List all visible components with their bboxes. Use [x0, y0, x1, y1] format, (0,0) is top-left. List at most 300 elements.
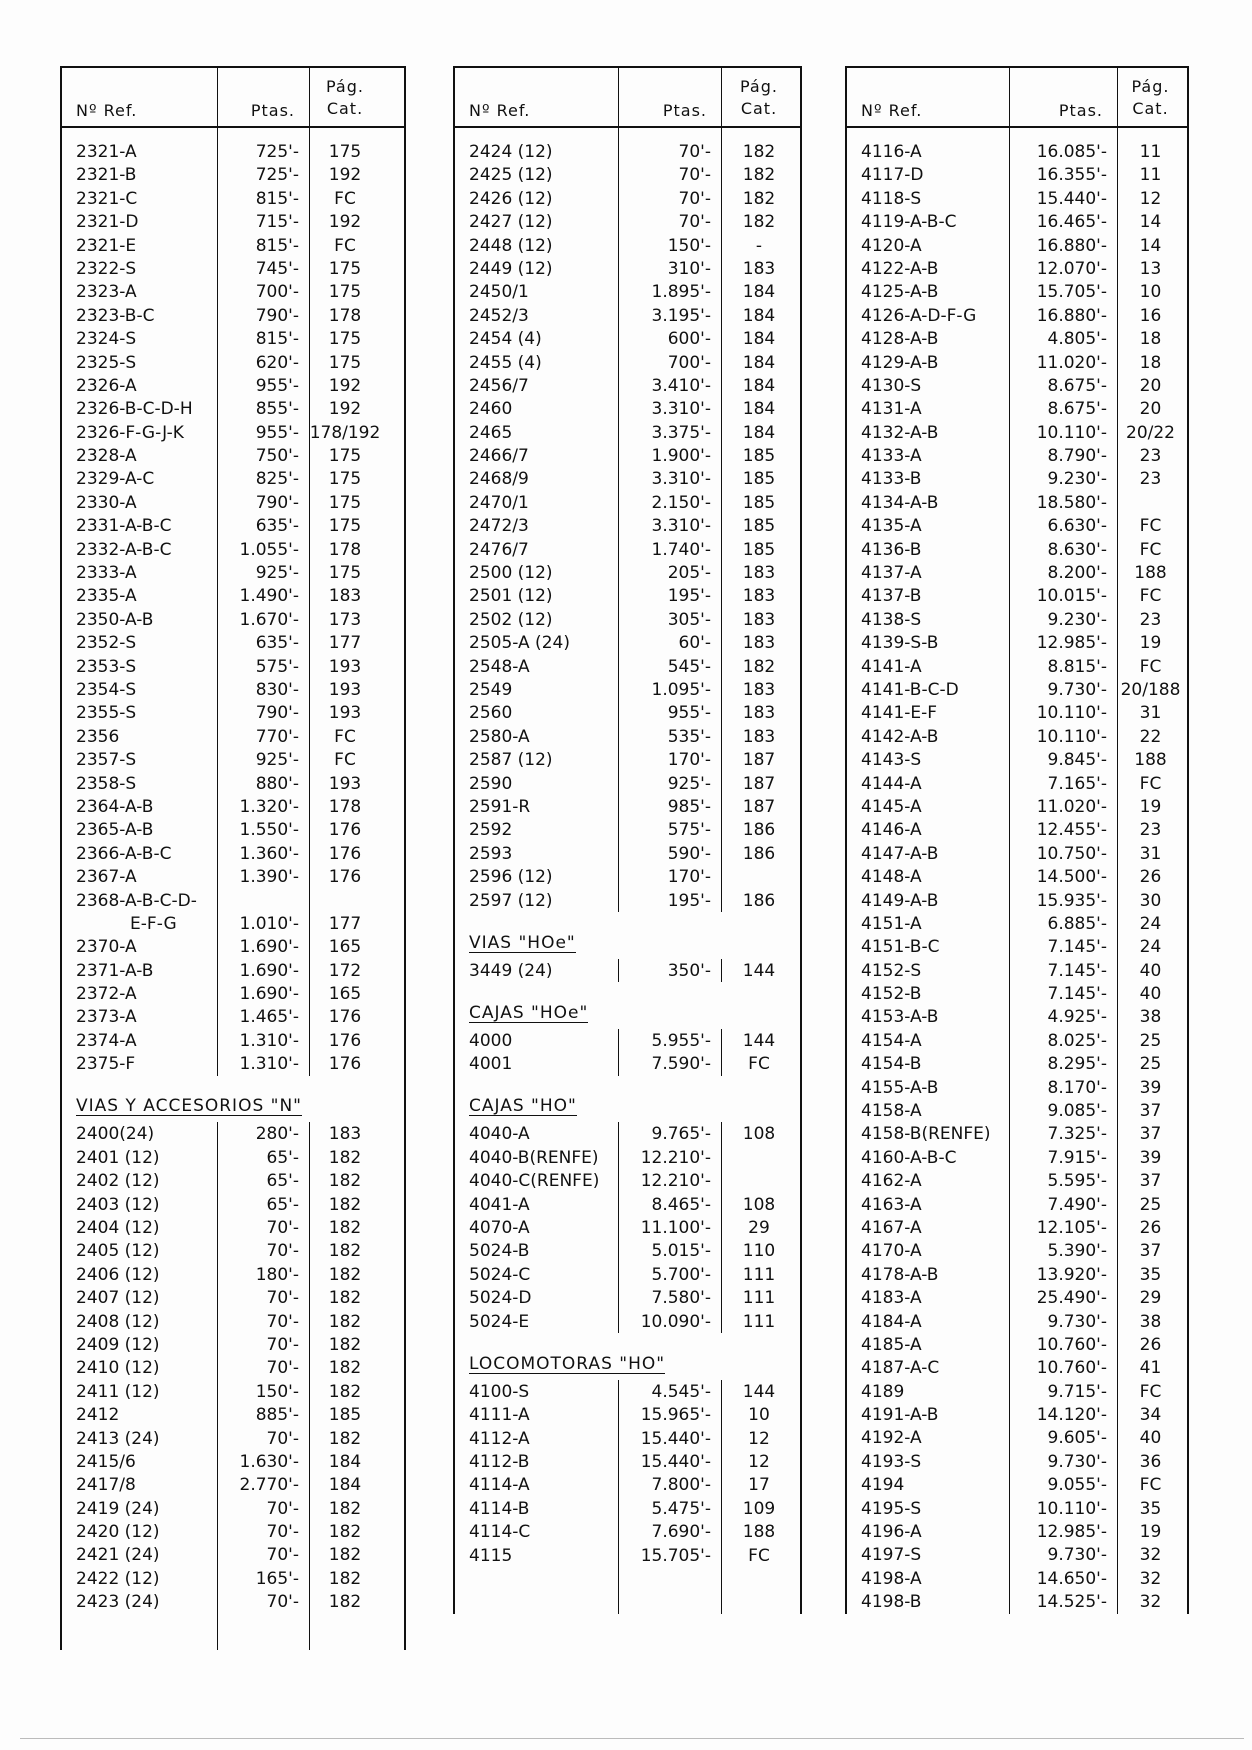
table-row [455, 655, 800, 678]
ref-cell: 4138-S [861, 609, 922, 630]
price-cell: 11.100'- [640, 1218, 711, 1239]
catalog-page-cell: 183 [742, 563, 776, 584]
ref-cell: 4114-C [469, 1522, 531, 1543]
catalog-page-cell: 175 [328, 469, 362, 490]
catalog-page-cell: 182 [328, 1264, 362, 1285]
price-cell: 815'- [255, 188, 299, 209]
table-row [455, 889, 800, 912]
price-cell: 830'- [255, 679, 299, 700]
catalog-page-cell: 109 [742, 1498, 776, 1519]
table-row [847, 1122, 1187, 1145]
ref-cell: 4152-B [861, 984, 922, 1005]
table-row [62, 1005, 404, 1028]
price-cell: 1.630'- [239, 1451, 299, 1472]
table-row [455, 842, 800, 865]
catalog-page-cell: 187 [742, 750, 776, 771]
ref-cell: 2326-B-C-D-H [76, 399, 193, 420]
ref-cell: 4135-A [861, 516, 922, 537]
ref-cell: 2375-F [76, 1054, 136, 1075]
price-cell: 70'- [266, 1498, 299, 1519]
price-cell: 1.310'- [239, 1054, 299, 1075]
table-row [847, 257, 1187, 280]
price-cell: 7.490'- [1047, 1194, 1107, 1215]
ref-cell: 4125-A-B [861, 282, 939, 303]
ref-cell: 2332-A-B-C [76, 539, 172, 560]
price-cell: 4.545'- [651, 1381, 711, 1402]
ref-cell: 2505-A (24) [469, 633, 570, 654]
catalog-page-cell: 182 [328, 1311, 362, 1332]
price-cell: 1.055'- [239, 539, 299, 560]
ref-cell: 2321-B [76, 165, 137, 186]
catalog-page-cell: 182 [328, 1288, 362, 1309]
catalog-page-cell: 34 [1139, 1405, 1162, 1426]
table-row [455, 327, 800, 350]
catalog-page-cell: 40 [1139, 1428, 1162, 1449]
ref-cell: 4114-B [469, 1498, 530, 1519]
catalog-page-cell: 182 [742, 142, 776, 162]
price-cell: 9.730'- [1047, 679, 1107, 700]
table-row [455, 257, 800, 280]
price-cell: 7.165'- [1047, 773, 1107, 794]
section-heading [455, 912, 800, 959]
ref-cell: 4187-A-C [861, 1358, 940, 1379]
price-cell: 9.730'- [1047, 1545, 1107, 1566]
catalog-page-cell: 185 [742, 492, 776, 513]
price-cell: 815'- [255, 329, 299, 350]
price-cell: 70'- [266, 1288, 299, 1309]
table-row [455, 1497, 800, 1520]
table-row [62, 444, 404, 467]
table-row [62, 280, 404, 303]
catalog-page-cell: 175 [328, 446, 362, 467]
ref-cell: 2592 [469, 820, 513, 841]
price-cell: 9.085'- [1047, 1101, 1107, 1122]
header-pag-cat-label [1117, 76, 1184, 120]
catalog-page-cell: 178 [328, 539, 362, 560]
table-row [62, 655, 404, 678]
catalog-page-cell: 186 [742, 890, 776, 911]
ref-cell: 2412 [76, 1405, 120, 1426]
table-row [62, 795, 404, 818]
catalog-page-cell: 18 [1139, 352, 1162, 373]
catalog-page-cell: 10 [1139, 282, 1162, 303]
ref-cell: 4119-A-B-C [861, 212, 957, 233]
table-row [62, 467, 404, 490]
ref-cell: 5024-E [469, 1311, 530, 1332]
catalog-page-cell: 184 [742, 352, 776, 373]
table-row [455, 748, 800, 771]
catalog-page-cell: 185 [742, 516, 776, 537]
table-row [62, 163, 404, 186]
catalog-page-cell: 111 [742, 1311, 776, 1332]
ref-cell: 4134-A-B [861, 492, 939, 513]
table-row [455, 491, 800, 514]
catalog-page-cell: 182 [328, 1428, 362, 1449]
price-cell: 15.440'- [640, 1428, 711, 1449]
price-rows [62, 140, 404, 1614]
price-cell: 8.675'- [1047, 399, 1107, 420]
catalog-page-cell: 32 [1139, 1568, 1162, 1589]
ref-cell: 2549 [469, 679, 513, 700]
table-row [847, 1356, 1187, 1379]
table-row [62, 1216, 404, 1239]
table-row [62, 421, 404, 444]
price-cell: 9.730'- [1047, 1311, 1107, 1332]
price-cell: 14.120'- [1036, 1405, 1107, 1426]
ref-cell: 2326-A [76, 375, 137, 396]
ref-cell: 4147-A-B [861, 843, 939, 864]
table-row [847, 374, 1187, 397]
table-row [455, 1122, 800, 1145]
price-cell: 3.310'- [651, 516, 711, 537]
ref-cell: 4153-A-B [861, 1007, 939, 1028]
section-title: VIAS "HOe" [469, 932, 576, 953]
catalog-page-cell: 19 [1139, 796, 1162, 817]
table-row [62, 1239, 404, 1262]
ref-cell: 4133-B [861, 469, 922, 490]
ref-cell: 2321-C [76, 188, 138, 209]
table-row [847, 514, 1187, 537]
price-cell: 15.440'- [640, 1451, 711, 1472]
price-cell: 70'- [266, 1217, 299, 1238]
table-row [455, 701, 800, 724]
catalog-page-cell: 20/22 [1126, 422, 1175, 443]
section-heading [62, 1076, 404, 1123]
catalog-page-cell: 38 [1139, 1311, 1162, 1332]
catalog-page-cell: 38 [1139, 1007, 1162, 1028]
ref-cell: 2455 (4) [469, 352, 542, 373]
ref-cell: 5024-B [469, 1241, 530, 1262]
table-row [62, 1590, 404, 1613]
table-row [847, 1450, 1187, 1473]
catalog-page-cell: 10 [748, 1405, 770, 1426]
catalog-page-cell: 192 [328, 375, 362, 396]
ref-cell: 4118-S [861, 188, 922, 209]
ref-cell: 2357-S [76, 750, 137, 771]
price-cell: 310'- [667, 258, 711, 279]
table-row [455, 1450, 800, 1473]
table-row [62, 912, 404, 935]
ref-cell: 4191-A-B [861, 1405, 939, 1426]
price-cell: 8.200'- [1047, 563, 1107, 584]
ref-cell: 3449 (24) [469, 960, 553, 981]
ref-cell: 2370-A [76, 937, 137, 958]
catalog-page-cell: 192 [328, 212, 362, 233]
ref-cell: 5024-D [469, 1288, 532, 1309]
ref-cell: 4139-S-B [861, 633, 939, 654]
table-row [62, 865, 404, 888]
table-row [455, 351, 800, 374]
ref-cell: 2449 (12) [469, 258, 553, 279]
table-row [62, 959, 404, 982]
price-cell: 16.085'- [1036, 142, 1107, 162]
catalog-page-cell: 177 [328, 633, 362, 654]
price-cell: 7.145'- [1047, 937, 1107, 958]
catalog-page-cell: 23 [1139, 446, 1162, 467]
section-title: CAJAS "HOe" [469, 1002, 589, 1023]
catalog-page-cell: 25 [1139, 1030, 1162, 1051]
catalog-page-cell: 183 [328, 586, 362, 607]
catalog-page-cell: 182 [328, 1217, 362, 1238]
table-row [62, 772, 404, 795]
price-cell: 60'- [678, 633, 711, 654]
catalog-page-cell: FC [1139, 516, 1162, 537]
catalog-page-cell: 186 [742, 820, 776, 841]
price-cell: 7.915'- [1047, 1147, 1107, 1168]
ref-cell: 2466/7 [469, 446, 529, 467]
price-cell: 10.015'- [1036, 586, 1107, 607]
price-cell: 16.355'- [1036, 165, 1107, 186]
table-row [62, 351, 404, 374]
price-cell: 5.475'- [651, 1498, 711, 1519]
price-cell: 3.310'- [651, 469, 711, 490]
ref-cell: 4185-A [861, 1334, 922, 1355]
ref-cell: 2352-S [76, 633, 137, 654]
ref-cell: 4198-B [861, 1592, 922, 1613]
table-row [847, 280, 1187, 303]
price-cell: 880'- [255, 773, 299, 794]
table-row [847, 1169, 1187, 1192]
catalog-page-cell: 26 [1139, 1334, 1162, 1355]
price-cell: 925'- [667, 773, 711, 794]
ref-cell: 4143-S [861, 750, 922, 771]
table-row [455, 631, 800, 654]
table-row [847, 701, 1187, 724]
ref-cell: 4158-B(RENFE) [861, 1124, 991, 1145]
catalog-page-cell: 185 [328, 1405, 362, 1426]
header-ptas-label: Ptas. [662, 101, 707, 120]
table-row [847, 1076, 1187, 1099]
table-row [455, 467, 800, 490]
catalog-page-cell: 175 [328, 329, 362, 350]
ref-cell: 4167-A [861, 1217, 922, 1238]
price-cell: 9.230'- [1047, 609, 1107, 630]
price-cell: 620'- [255, 352, 299, 373]
price-cell: 790'- [255, 492, 299, 513]
ref-cell: 4162-A [861, 1171, 922, 1192]
table-row [62, 1029, 404, 1052]
price-cell: 1.550'- [239, 820, 299, 841]
ref-cell: 4040-C(RENFE) [469, 1171, 600, 1192]
table-row [847, 935, 1187, 958]
table-row [455, 187, 800, 210]
catalog-page-cell: 39 [1139, 1147, 1162, 1168]
page-bottom-rule [20, 1738, 1244, 1739]
price-cell: 955'- [255, 375, 299, 396]
catalog-page-cell: 11 [1139, 165, 1162, 186]
ref-cell: 2423 (24) [76, 1592, 160, 1613]
catalog-page-cell: 188 [1134, 750, 1167, 771]
price-cell: 8.025'- [1047, 1030, 1107, 1051]
catalog-page-cell: 184 [742, 305, 776, 326]
ref-cell: 2367-A [76, 867, 137, 888]
price-cell: 985'- [667, 796, 711, 817]
table-row [847, 842, 1187, 865]
price-cell: 12.985'- [1036, 633, 1107, 654]
catalog-page-cell: 173 [328, 609, 362, 630]
ref-cell: 2452/3 [469, 305, 529, 326]
table-row [62, 1263, 404, 1286]
catalog-page-cell: 144 [742, 960, 776, 981]
price-cell: 1.895'- [651, 282, 711, 303]
catalog-page-cell: FC [1139, 539, 1162, 560]
ref-cell: 4112-B [469, 1451, 530, 1472]
price-cell: 5.595'- [1047, 1171, 1107, 1192]
ref-cell: 4141-A [861, 656, 922, 677]
ref-cell: 4178-A-B [861, 1264, 939, 1285]
price-column-3 [845, 66, 1189, 1614]
price-cell: 165'- [255, 1568, 299, 1589]
price-cell: 14.500'- [1036, 867, 1107, 888]
ref-cell: 2371-A-B [76, 960, 154, 981]
table-row [847, 1403, 1187, 1426]
catalog-page-cell: 35 [1139, 1498, 1162, 1519]
price-cell: 70'- [266, 1358, 299, 1379]
catalog-page-cell: 175 [328, 142, 362, 162]
catalog-page-cell: FC [748, 1545, 770, 1566]
table-row [455, 1520, 800, 1543]
table-row [847, 1380, 1187, 1403]
catalog-page-cell: 188 [1134, 563, 1167, 584]
ref-cell: 4163-A [861, 1194, 922, 1215]
table-row [455, 1146, 800, 1169]
ref-cell: 2405 (12) [76, 1241, 160, 1262]
price-cell: 715'- [255, 212, 299, 233]
ref-cell: 2448 (12) [469, 235, 553, 256]
ref-cell: 2365-A-B [76, 820, 154, 841]
table-row [62, 1403, 404, 1426]
price-cell: 8.170'- [1047, 1077, 1107, 1098]
price-cell: 575'- [255, 656, 299, 677]
price-cell: 925'- [255, 563, 299, 584]
catalog-page-cell: 182 [328, 1358, 362, 1379]
catalog-page-cell: 192 [328, 165, 362, 186]
ref-cell: 2333-A [76, 563, 137, 584]
catalog-page-cell: 175 [328, 492, 362, 513]
price-cell: 11.020'- [1036, 796, 1107, 817]
column-header [455, 68, 800, 128]
ref-cell: 4197-S [861, 1545, 922, 1566]
table-row [455, 1544, 800, 1567]
table-row [62, 1286, 404, 1309]
table-row [455, 608, 800, 631]
ref-cell: 4193-S [861, 1451, 922, 1472]
ref-cell: 4115 [469, 1545, 513, 1566]
catalog-page-cell: 108 [742, 1124, 776, 1145]
catalog-page-cell: FC [1139, 773, 1162, 794]
ref-cell: 2411 (12) [76, 1381, 160, 1402]
catalog-page-cell: 20 [1139, 375, 1162, 396]
catalog-page-cell: 19 [1139, 1522, 1162, 1543]
table-row [455, 1052, 800, 1075]
price-cell: 790'- [255, 703, 299, 724]
price-cell: 70'- [266, 1241, 299, 1262]
price-cell: 535'- [667, 726, 711, 747]
table-row [847, 351, 1187, 374]
table-row [455, 1263, 800, 1286]
ref-cell: 2597 (12) [469, 890, 553, 911]
header-pag-label: Pág. [326, 77, 364, 96]
catalog-page-cell: FC [1139, 586, 1162, 607]
catalog-page-cell: 193 [328, 656, 362, 677]
ref-cell: 2456/7 [469, 375, 529, 396]
ref-cell: 2335-A [76, 586, 137, 607]
price-cell: 885'- [255, 1405, 299, 1426]
ref-cell: 2355-S [76, 703, 137, 724]
catalog-page-cell: 36 [1139, 1451, 1162, 1472]
catalog-page-cell: 23 [1139, 609, 1162, 630]
table-row [455, 1380, 800, 1403]
header-pag-label: Pág. [740, 77, 778, 96]
price-cell: 545'- [667, 656, 711, 677]
price-cell: 70'- [678, 142, 711, 162]
catalog-page-cell: 144 [742, 1381, 776, 1402]
catalog-page-cell: 26 [1139, 1217, 1162, 1238]
ref-cell: 4155-A-B [861, 1077, 939, 1098]
catalog-page-cell: 182 [328, 1147, 362, 1168]
table-row [847, 678, 1187, 701]
price-cell: 7.145'- [1047, 960, 1107, 981]
catalog-page-cell: 30 [1139, 890, 1162, 911]
table-row [455, 1169, 800, 1192]
table-row [62, 1543, 404, 1566]
table-row [847, 491, 1187, 514]
catalog-page-cell: 18 [1139, 329, 1162, 350]
table-row [455, 678, 800, 701]
ref-cell: 2425 (12) [469, 165, 553, 186]
price-cell: 18.580'- [1036, 492, 1107, 513]
section-heading [455, 1076, 800, 1123]
ref-cell: 2373-A [76, 1007, 137, 1028]
price-cell: 1.465'- [239, 1007, 299, 1028]
price-cell: 9.765'- [651, 1124, 711, 1145]
catalog-page-cell: 176 [328, 1054, 362, 1075]
ref-cell: 2427 (12) [469, 212, 553, 233]
table-row [847, 397, 1187, 420]
catalog-page-cell: 183 [742, 258, 776, 279]
catalog-page-cell: 14 [1139, 212, 1162, 233]
ref-cell: 4070-A [469, 1218, 530, 1239]
section-title: LOCOMOTORAS "HO" [469, 1353, 666, 1374]
price-cell: 25.490'- [1036, 1288, 1107, 1309]
table-row [847, 304, 1187, 327]
catalog-page-cell: 185 [742, 469, 776, 490]
table-row [847, 1590, 1187, 1613]
price-cell: 16.465'- [1036, 212, 1107, 233]
catalog-page-cell: 40 [1139, 960, 1162, 981]
catalog-page-cell: 187 [742, 796, 776, 817]
catalog-page-cell: 184 [742, 282, 776, 303]
catalog-page-cell: 26 [1139, 867, 1162, 888]
ref-cell: 4144-A [861, 773, 922, 794]
ref-cell: 2356 [76, 726, 120, 747]
ref-cell: 2325-S [76, 352, 137, 373]
catalog-page-cell: 32 [1139, 1545, 1162, 1566]
price-cell: 1.670'- [239, 609, 299, 630]
catalog-page-cell: 177 [328, 913, 362, 934]
catalog-page-cell: 183 [328, 1124, 362, 1145]
ref-cell: 2470/1 [469, 492, 529, 513]
catalog-page-cell: 183 [742, 726, 776, 747]
catalog-page-cell: 23 [1139, 820, 1162, 841]
price-cell: 6.885'- [1047, 913, 1107, 934]
catalog-page-cell: 23 [1139, 469, 1162, 490]
table-row [847, 982, 1187, 1005]
table-row [847, 631, 1187, 654]
table-row [62, 584, 404, 607]
price-cell: 8.675'- [1047, 375, 1107, 396]
price-cell: 1.360'- [239, 843, 299, 864]
